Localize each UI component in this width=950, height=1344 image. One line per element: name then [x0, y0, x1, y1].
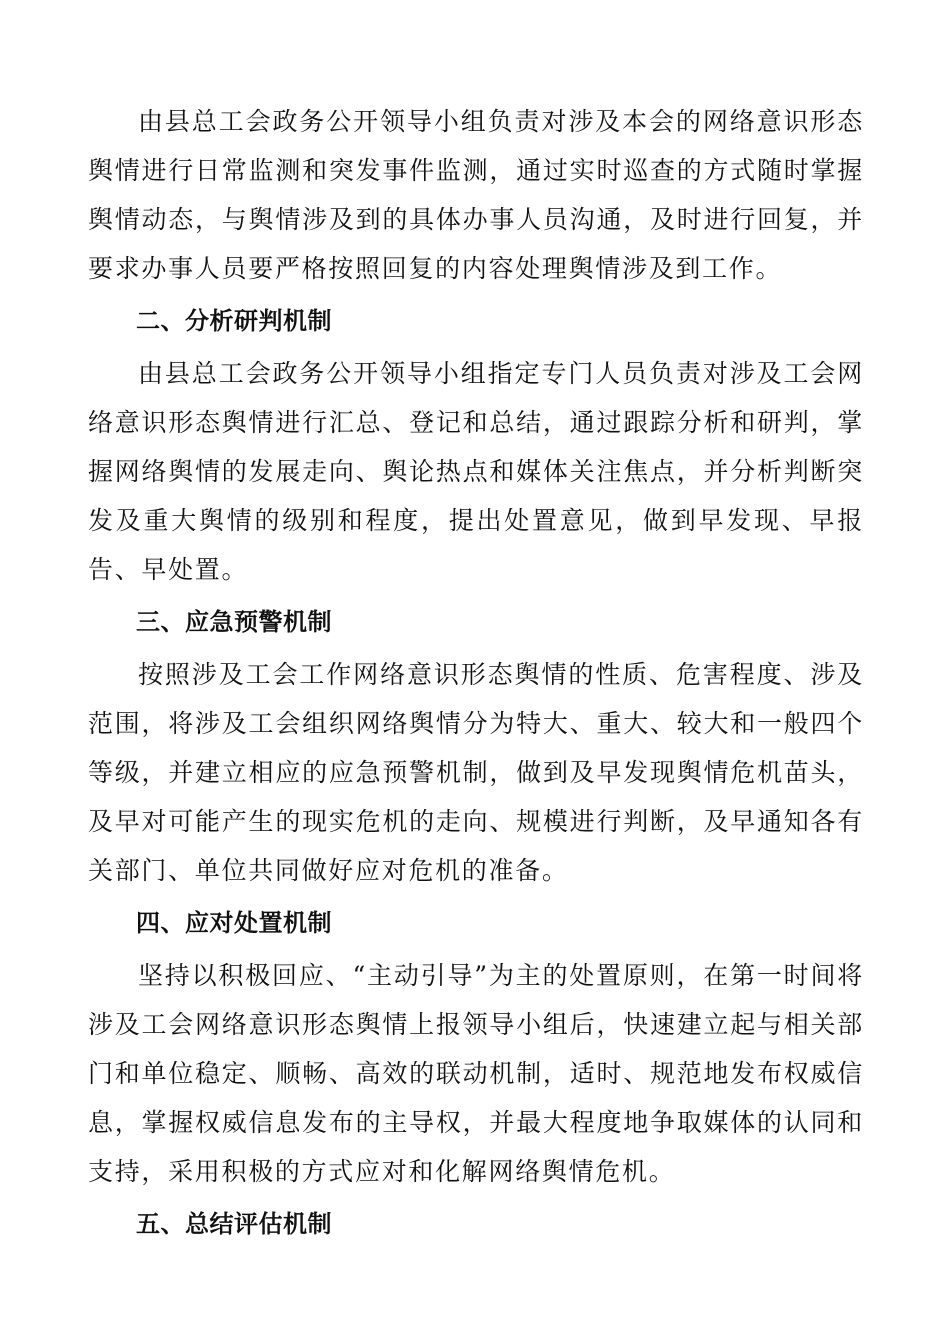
paragraph-analysis: 由县总工会政务公开领导小组指定专门人员负责对涉及工会网络意识形态舆情进行汇总、登记和总结，通过跟踪分析和研判，掌握网络舆情的发展走向、舆论热点和媒体关注焦点，并分析判断突发及重大舆情的级别和程度，提出处置意见，做到早发现、早报告、早处置。 — [88, 359, 864, 584]
heading-evaluation-mechanism: 五、总结评估机制 — [136, 1210, 332, 1238]
heading-response-mechanism: 四、应对处置机制 — [136, 909, 332, 937]
paragraph-emergency-warning: 按照涉及工会工作网络意识形态舆情的性质、危害程度、涉及范围，将涉及工会组织网络舆情分为特大、重大、较大和一般四个等级，并建立相应的应急预警机制，做到及早发现舆情危机苗头，及早对可能产生的现实危机的走向、规模进行判断，及早通知各有关部门、单位共同做好应对危机的准备。 — [88, 660, 864, 885]
paragraph-response: 坚持以积极回应、“主动引导”为主的处置原则，在第一时间将涉及工会网络意识形态舆情上报领导小组后，快速建立起与相关部门和单位稳定、顺畅、高效的联动机制，适时、规范地发布权威信息，掌握权威信息发布的主导权，并最大程度地争取媒体的认同和支持，采用积极的方式应对和化解网络舆情危机。 — [88, 961, 864, 1186]
document-body — [88, 97, 864, 1252]
paragraph-monitoring: 由县总工会政务公开领导小组负责对涉及本会的网络意识形态舆情进行日常监测和突发事件监测，通过实时巡查的方式随时掌握舆情动态，与舆情涉及到的具体办事人员沟通，及时进行回复，并要求办事人员要严格按照回复的内容处理舆情涉及到工作。 — [88, 107, 864, 283]
heading-analysis-mechanism: 二、分析研判机制 — [136, 307, 332, 335]
heading-emergency-warning-mechanism: 三、应急预警机制 — [136, 608, 332, 636]
